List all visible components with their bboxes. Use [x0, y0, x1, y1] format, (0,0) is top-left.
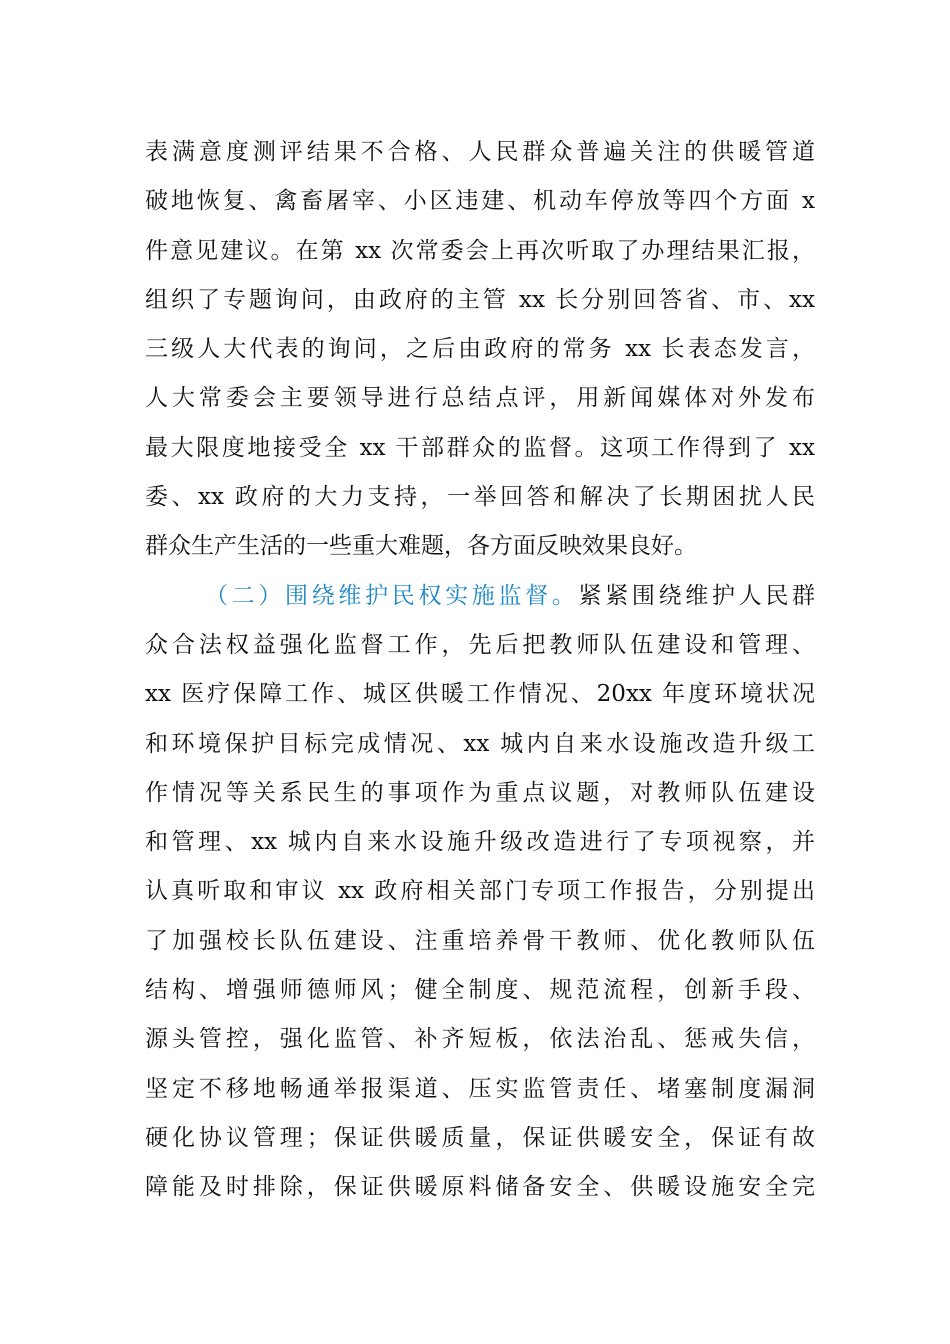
paragraph-line: 表满意度测评结果不合格、人民群众普遍关注的供暖管道	[145, 139, 815, 165]
paragraph-line: 结构、增强师德师风；健全制度、规范流程，创新手段、	[145, 977, 815, 1004]
paragraph-line: 和管理、xx 城内自来水设施升级改造进行了专项视察，并	[145, 829, 815, 856]
paragraph-line: 组织了专题询问，由政府的主管 xx 长分别回答省、市、xx	[145, 286, 815, 313]
paragraph-first-line	[145, 572, 815, 621]
paragraph-line: 认真听取和审议 xx 政府相关部门专项工作报告，分别提出	[145, 878, 815, 905]
paragraph-line: 人大常委会主要领导进行总结点评，用新闻媒体对外发布	[145, 385, 815, 412]
paragraph-line: 了加强校长队伍建设、注重培养骨干教师、优化教师队伍	[145, 927, 815, 954]
paragraph-line: 坚定不移地畅通举报渠道、压实监管责任、堵塞制度漏洞	[145, 1075, 815, 1102]
paragraph-line: 最大限度地接受全 xx 干部群众的监督。这项工作得到了 xx	[145, 434, 815, 461]
paragraph-line: 破地恢复、禽畜屠宰、小区违建、机动车停放等四个方面 x	[145, 188, 815, 215]
paragraph-line: 硬化协议管理；保证供暖质量，保证供暖安全，保证有故	[145, 1124, 815, 1151]
paragraph-line: 障能及时排除，保证供暖原料储备安全、供暖设施安全完	[145, 1174, 815, 1201]
paragraph-line: 三级人大代表的询问，之后由政府的常务 xx 长表态发言，	[145, 336, 815, 363]
paragraph-line: 件意见建议。在第 xx 次常委会上再次听取了办理结果汇报，	[145, 237, 815, 264]
paragraph-line: 群众生产生活的一些重大难题，各方面反映效果良好。	[145, 533, 697, 560]
paragraph-line: 委、xx 政府的大力支持，一举回答和解决了长期困扰人民	[145, 484, 815, 511]
paragraph-line: 和环境保护目标完成情况、xx 城内自来水设施改造升级工	[145, 730, 815, 757]
paragraph-line: xx 医疗保障工作、城区供暖工作情况、20xx 年度环境状况	[145, 681, 815, 708]
document-body	[145, 128, 815, 1213]
section-heading: （二）围绕维护民权实施监督。	[205, 582, 579, 609]
paragraph-line: 源头管控，强化监管、补齐短板，依法治乱、惩戒失信，	[145, 1026, 815, 1053]
paragraph-line: 众合法权益强化监督工作，先后把教师队伍建设和管理、	[145, 631, 815, 658]
paragraph-text: 紧紧围绕维护人民群	[578, 582, 815, 609]
paragraph-line: 作情况等关系民生的事项作为重点议题，对教师队伍建设	[145, 779, 815, 806]
